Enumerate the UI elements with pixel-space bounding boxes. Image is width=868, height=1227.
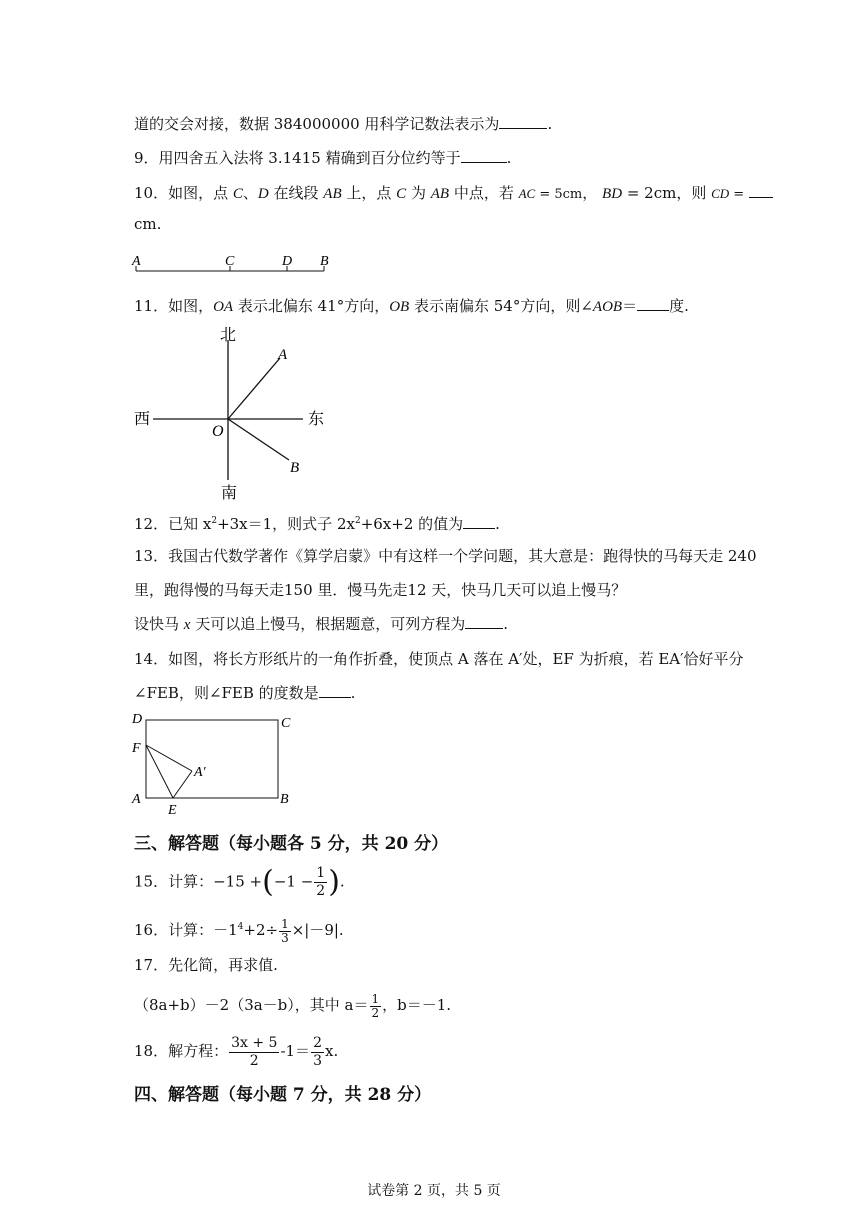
q10-sep: 、 [242, 184, 258, 202]
q10-bd-value: = 2cm [622, 184, 677, 202]
q10-text-c: 上，点 [341, 184, 397, 202]
q17-line1: 17．先化简，再求值. [134, 956, 278, 974]
label-b: B [280, 792, 289, 807]
q13-answer-blank[interactable] [465, 614, 503, 629]
q13-var-x: x [183, 617, 191, 633]
q16-fraction [279, 918, 291, 945]
q17-text-a: （8a+b）－2（3a－b），其中 a＝ [134, 996, 369, 1014]
label-b: B [320, 254, 329, 269]
q10-answer-blank[interactable] [749, 183, 773, 198]
q10-cd: CD [711, 186, 730, 201]
question-11 [134, 296, 689, 317]
q8-answer-blank[interactable] [499, 114, 547, 129]
q10-segment-ab: AB [323, 186, 342, 202]
q13-text-c: . [503, 615, 509, 633]
q9-text: 9．用四舍五入法将 3.1415 精确到百分位约等于 [134, 149, 461, 167]
question-12 [134, 511, 500, 534]
label-south: 南 [221, 485, 238, 502]
q11-text-a: 11．如图， [134, 297, 214, 315]
q14-text-a: ∠FEB，则∠FEB 的度数是 [134, 684, 319, 702]
label-e: E [168, 803, 177, 818]
q17-denominator: 2 [371, 1005, 380, 1020]
q16-sup: 4 [237, 922, 244, 932]
q18-denominator-1: 2 [249, 1052, 259, 1069]
q11-answer-blank[interactable] [637, 296, 669, 311]
section-3-heading: 三、解答题（每小题各 5 分，共 20 分） [134, 834, 449, 854]
label-b: B [290, 460, 300, 476]
question-10 [134, 183, 773, 205]
section-4-heading: 四、解答题（每小题 7 分，共 28 分） [134, 1085, 432, 1105]
q11-aob: AOB [592, 299, 623, 315]
q8-continuation [134, 114, 552, 134]
q18-text-a: 18．解方程： [134, 1042, 229, 1060]
q12-answer-blank[interactable] [463, 514, 495, 529]
q15-text-d: . [339, 872, 345, 891]
q16-text-b: +2÷ [243, 921, 279, 939]
q16-text-c: ×|－9|. [291, 921, 344, 939]
q10-segment-ab2: AB [430, 186, 450, 202]
q15-denominator: 2 [316, 883, 326, 899]
label-west: 西 [134, 411, 151, 428]
label-c: C [225, 254, 235, 269]
q17-numerator: 1 [371, 991, 380, 1006]
label-f: F [132, 741, 141, 756]
question-18 [134, 1034, 338, 1070]
question-16 [134, 912, 344, 945]
q10-point-c: C [232, 186, 243, 202]
q10-text-g: ，则 [676, 184, 712, 202]
q11-ob: OB [389, 299, 410, 315]
label-d: D [282, 254, 293, 269]
q14-text-b: . [350, 684, 356, 702]
q10-cd-value: = [729, 187, 745, 202]
label-d: D [132, 712, 143, 727]
q18-numerator-2: 2 [313, 1034, 322, 1051]
q15-text-c: −1 − [273, 872, 314, 891]
ray-oa [228, 358, 280, 419]
q10-text-e: 中点，若 [449, 184, 519, 202]
label-a-prime: A′ [194, 765, 206, 780]
q13-text-a: 设快马 [134, 615, 184, 633]
q14-fold-figure [128, 708, 303, 820]
question-15 [134, 865, 345, 900]
q10-unit: cm. [134, 215, 162, 233]
q18-denominator-2: 3 [313, 1052, 322, 1069]
q10-text-f: ， [582, 184, 603, 202]
q16-denominator: 3 [281, 930, 289, 945]
q15-text-b: −15 + [213, 872, 263, 891]
q15-fraction [314, 865, 327, 900]
q9-end: . [506, 149, 512, 167]
label-east: 东 [308, 411, 325, 428]
q14-line1: 14．如图，将长方形纸片的一角作折叠，使顶点 A 落在 A′处，EF 为折痕，若 EA′恰好平分 [134, 650, 744, 668]
q12-text-a: 12．已知 x [134, 515, 212, 533]
q18-text-b: -1＝ [280, 1042, 311, 1060]
q10-segment-figure [128, 250, 338, 280]
q15-text-a: 15．计算： [134, 872, 214, 891]
q10-text-d: 为 [406, 184, 431, 202]
q10-point-d: D [257, 186, 269, 202]
q13-line3 [134, 614, 508, 635]
q12-sup2: 2 [354, 516, 361, 526]
q18-numerator-1: 3x + 5 [231, 1034, 278, 1051]
q10-text-b: 在线段 [268, 184, 324, 202]
q11-text-d: ＝ [622, 297, 638, 315]
label-a: A [278, 347, 288, 363]
label-north: 北 [220, 327, 237, 344]
q15-numerator: 1 [316, 865, 326, 881]
q9-answer-blank[interactable] [461, 148, 507, 163]
q18-fraction-2 [311, 1035, 324, 1070]
q10-bd: BD [602, 186, 623, 202]
question-9 [134, 148, 511, 168]
q14-answer-blank[interactable] [319, 683, 351, 698]
q10-unit-text: cm [134, 215, 157, 233]
q13-line2: 里，跑得慢的马每天走150 里．慢马先走12 天，快马几天可以追上慢马？ [134, 581, 627, 599]
q12-text-b: +3x＝1，则式子 2x [217, 515, 355, 533]
q10-ac: AC [518, 186, 536, 201]
q17-fraction [370, 993, 382, 1020]
q16-numerator: 1 [281, 916, 289, 931]
q10-text-a: 10．如图，点 [134, 184, 233, 202]
q11-oa: OA [213, 299, 234, 315]
q8-text: 道的交会对接，数据 384000000 用科学记数法表示为 [134, 115, 500, 133]
q14-line2 [134, 683, 355, 703]
label-o: O [212, 423, 224, 440]
q8-end: . [547, 115, 553, 133]
q17-text-b: ，b＝－1. [382, 996, 452, 1014]
q10-point-c2: C [396, 186, 407, 202]
q16-text-a: 16．计算：－1 [134, 921, 238, 939]
q12-text-d: . [495, 515, 500, 533]
q13-line1: 13．我国古代数学著作《算学启蒙》中有这样一个学问题，其大意是：跑得快的马每天走 240 [134, 547, 757, 565]
q18-fraction-1 [229, 1035, 279, 1070]
q12-sup1: 2 [211, 516, 218, 526]
q11-text-e: 度. [669, 297, 689, 315]
q13-text-b: 天可以追上慢马，根据题意，可列方程为 [190, 615, 466, 633]
q12-text-c: +6x+2 的值为 [360, 515, 464, 533]
q17-line2 [134, 990, 451, 1020]
q18-text-c: x. [324, 1042, 339, 1060]
q11-text-b: 表示北偏东 41°方向， [233, 297, 390, 315]
label-a: A [132, 792, 141, 807]
label-c: C [281, 716, 291, 731]
q10-ac-value: = 5cm [535, 187, 583, 202]
q15-right-paren: ) [328, 864, 340, 900]
q11-text-c: 表示南偏东 54°方向，则∠ [409, 297, 593, 315]
page-footer: 试卷第 2 页，共 5 页 [367, 1183, 501, 1199]
segment-ea1 [173, 771, 192, 798]
ray-ob [228, 419, 289, 460]
label-a: A [132, 254, 141, 269]
rectangle-abcd [146, 720, 278, 798]
q11-compass-figure [128, 322, 338, 504]
q15-left-paren: ( [262, 864, 274, 900]
